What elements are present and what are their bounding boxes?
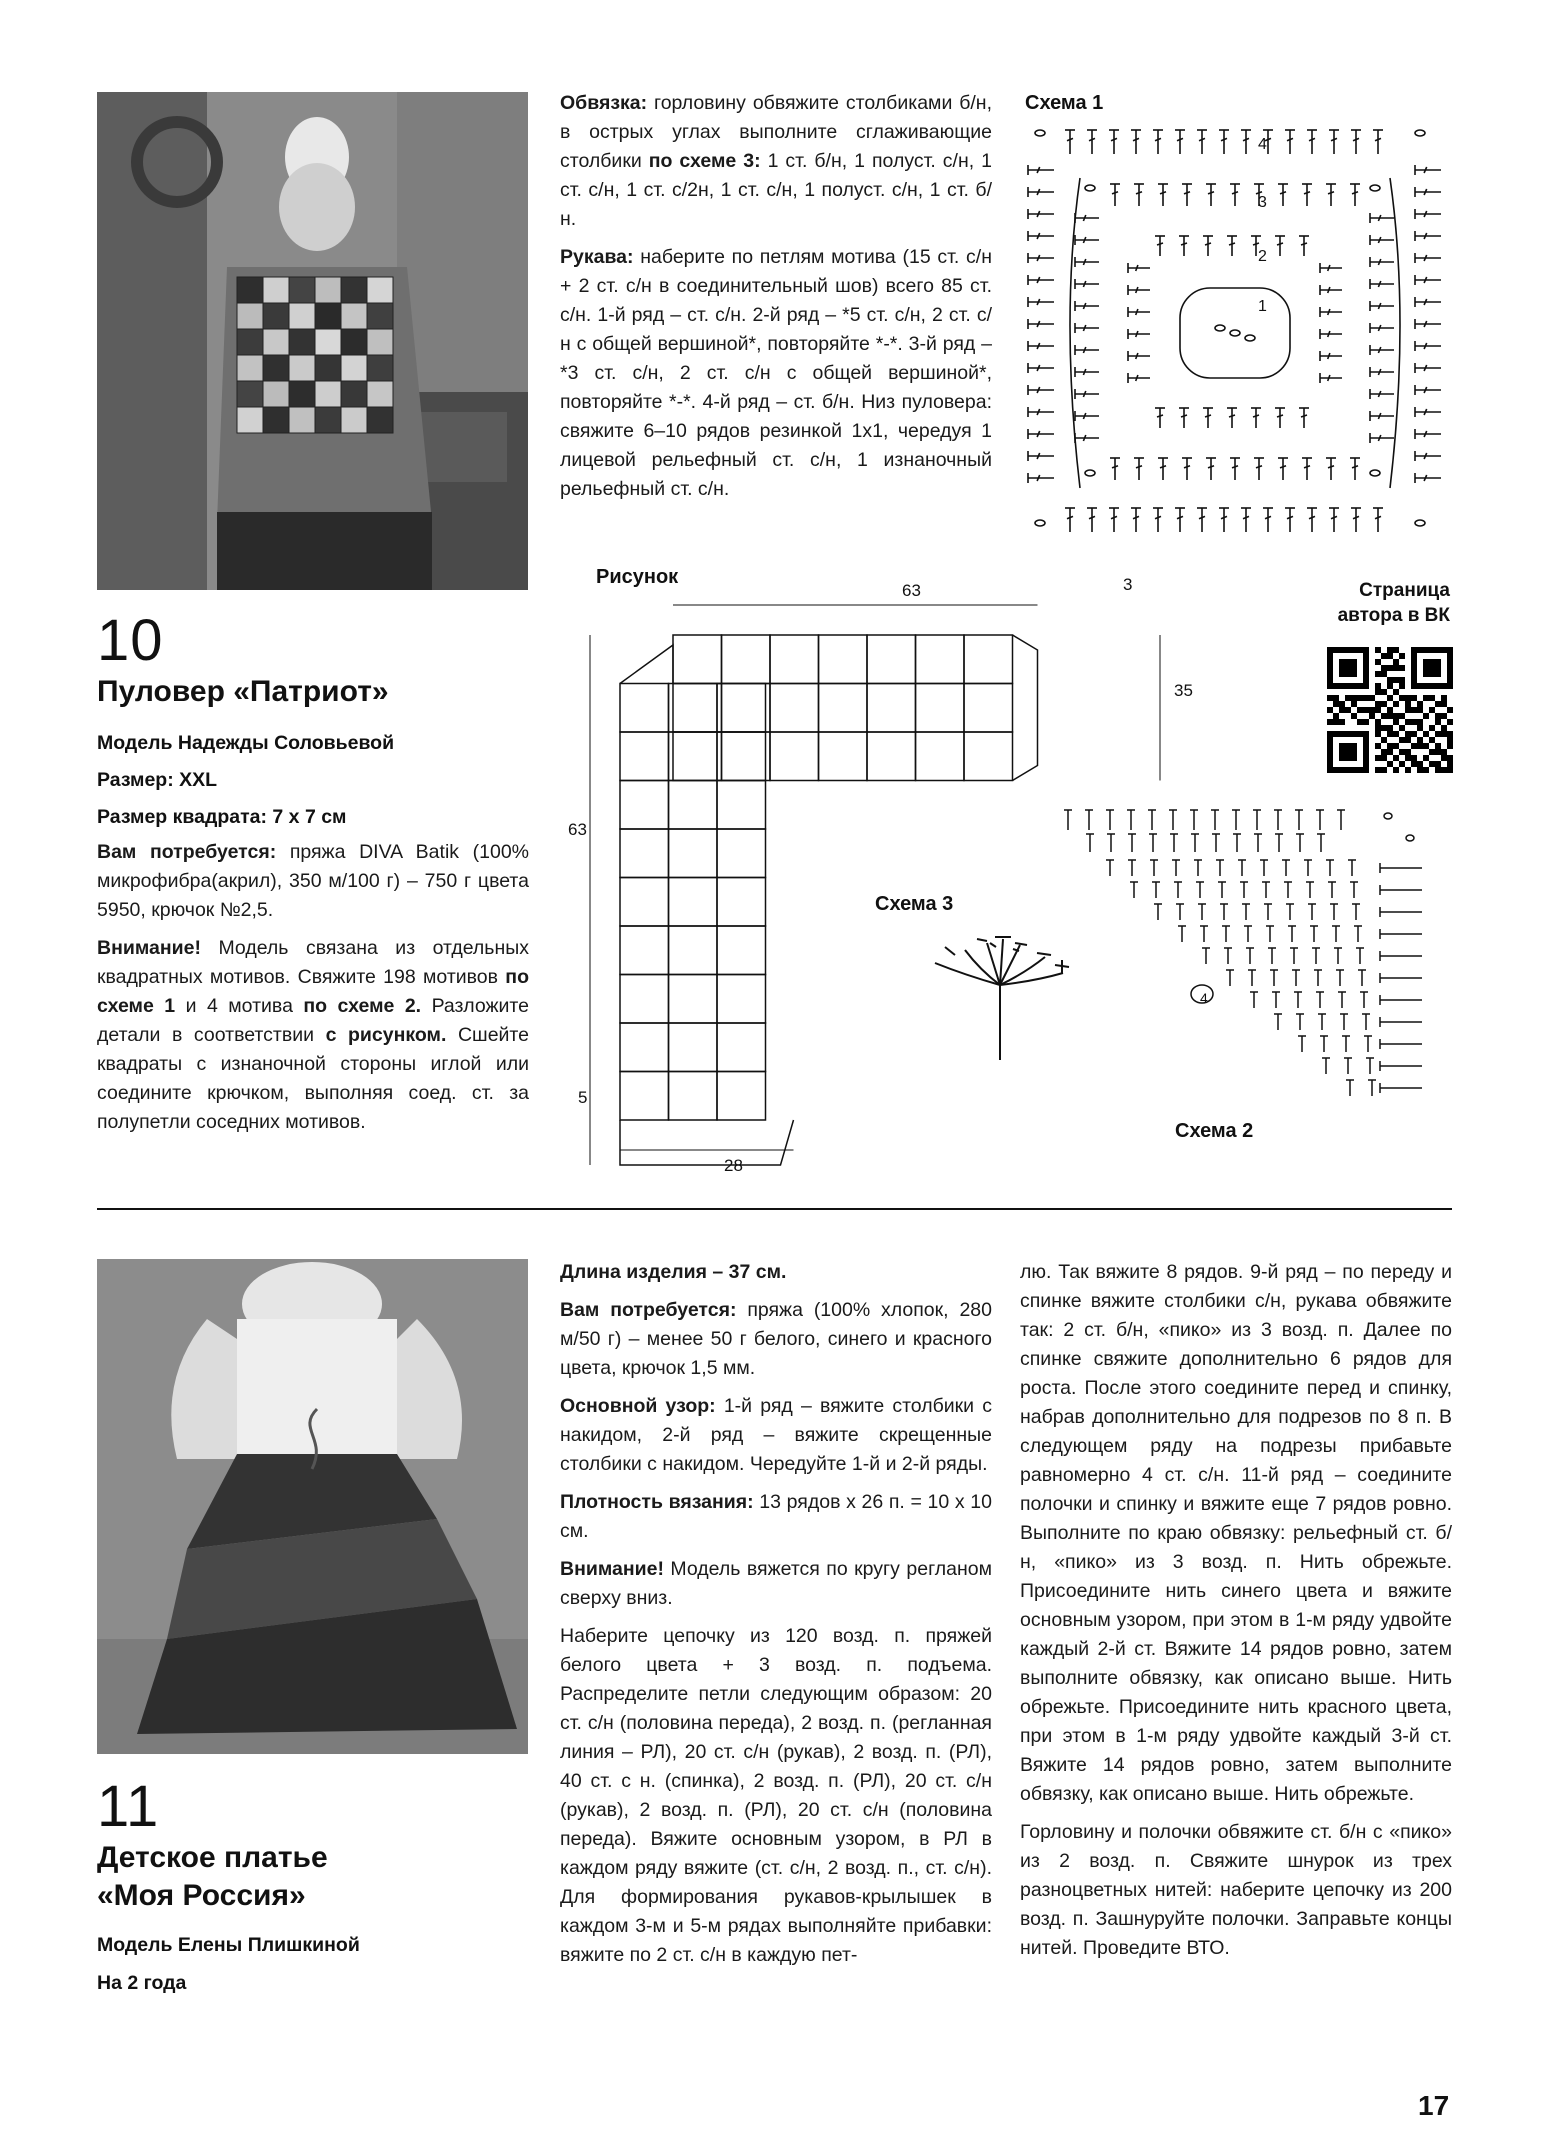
item-10-edging: Обвязка: горловину обвяжите столбиками б/н, в острых углах выполните сглаживающие столбики по схеме 3: 1 ст. б/н, 1 полуст. с/н, 1 ст. с/н, 1 ст. с/2н, 1 ст. с/н, 1 полуст. с/н, 1 ст. б/н. <box>560 92 992 230</box>
dress-photo <box>97 1259 528 1754</box>
dim-corner-3: 3 <box>1123 575 1133 594</box>
item-10-title: Пуловер «Патриот» <box>97 675 389 708</box>
item-10-right-text <box>560 89 992 513</box>
item-11-age: На 2 года <box>97 1972 187 1994</box>
page-number: 17 <box>1418 2090 1450 2121</box>
item-10-model: Модель Надежды Соловьевой <box>97 732 395 754</box>
vk-qr-code[interactable] <box>1327 647 1453 773</box>
scheme-1-diagram <box>1020 118 1450 548</box>
item-11-pattern: Основной узор: 1-й ряд – вяжите столбики с накидом, 2-й ряд – вяжите скрещенные столбики с накидом. Чередуйте 1-й и 2-й ряды. <box>560 1395 992 1475</box>
item-10-sleeves: Рукава: наберите по петлям мотива (15 ст. с/н + 2 ст. с/н в соединительный шов) всего 85 ст. с/н. 1-й ряд – ст. с/н. 2-й ряд – *5 ст. с/н, 2 ст. с/н с общей вершиной*, повторяйте *-*. 3-й ряд – *3 ст. с/н, 2 ст. с/н с общей вершиной*, повторяйте *-*. 4-й ряд – ст. б/н. Низ пуловера: свяжите 6–10 рядов резинкой 1х1, чередуя 1 лицевой рельефный ст. с/н, 1 изнаночный рельефный ст. с/н. <box>560 246 992 500</box>
dim-bottom-5: 5 <box>578 1088 588 1107</box>
item-11-column-1 <box>560 1258 992 1979</box>
item-11-body-3: Горловину и полочки обвяжите ст. б/н с «пико» из 2 возд. п. Свяжите шнурок из трех разноцветных нитей: наберите цепочку из 200 возд. п. Зашнуруйте полочки. Заправьте концы нитей. Проведите ВТО. <box>1020 1821 1452 1959</box>
dim-right-35: 35 <box>1174 681 1193 700</box>
dim-left-63: 63 <box>568 820 587 839</box>
item-10-square-size: Размер квадрата: 7 х 7 см <box>97 806 347 828</box>
item-11-number: 11 <box>97 1774 160 1839</box>
scheme-1-mark-4: 4 <box>1258 136 1267 153</box>
item-11-length: Длина изделия – 37 см. <box>560 1261 787 1283</box>
scheme-2-mark: 4 <box>1200 990 1208 1006</box>
dim-top-63: 63 <box>902 581 921 600</box>
scheme-1-mark-1: 1 <box>1258 298 1267 315</box>
item-11-materials: Вам потребуется: пряжа (100% хлопок, 280 м/50 г) – менее 50 г белого, синего и красного цвета, крючок 1,5 мм. <box>560 1299 992 1379</box>
item-11-title-line-1: Детское платье <box>97 1841 328 1874</box>
vk-label: Страница автора в ВК <box>1337 580 1450 626</box>
drawing-label: Рисунок <box>596 566 679 588</box>
section-divider <box>97 1208 1452 1210</box>
pullover-photo <box>97 92 528 590</box>
scheme-1-label: Схема 1 <box>1025 92 1104 114</box>
dim-bottom-28: 28 <box>724 1156 743 1175</box>
item-10-materials: Вам потребуется: пряжа DIVA Batik (100% микрофибра(акрил), 350 м/100 г) – 750 г цвета 5950, крючок №2,5. <box>97 841 530 921</box>
scheme-3-label: Схема 3 <box>875 893 954 915</box>
item-10-attention: Внимание! Модель связана из отдельных квадратных мотивов. Свяжите 198 мотивов по схеме 1 и 4 мотива по схеме 2. Разложите детали в соответствии с рисунком. Сшейте квадраты с изнаночной стороны иглой или соедините крючком, выполняя соед. ст. за полупетли соседних мотивов. <box>97 937 529 1133</box>
item-11-gauge: Плотность вязания: 13 рядов х 26 п. = 10 х 10 см. <box>560 1491 993 1542</box>
item-10-number: 10 <box>97 608 164 673</box>
item-11-body-2: лю. Так вяжите 8 рядов. 9-й ряд – по переду и спинке вяжите столбики с/н, рукава обвяжите так: 2 ст. б/н, «пико» из 3 возд. п. Далее по спинке свяжите дополнительно 6 рядов для роста. После этого соедините перед и спинку, набрав дополнительно для подрезов по 8 п. В следующем ряду на подрезы прибавьте равномерно 4 ст. с/н. 11-й ряд – соедините полочки и спинку и вяжите еще 7 рядов ровно. Выполните по краю обвязку: рельефный ст. б/н, «пико» из 3 возд. п. Нить обрежьте. Присоедините нить синего цвета и вяжите основным узором, при этом в 1-м ряду удвойте каждый 2-й ст. Вяжите 14 рядов ровно, затем выполните обвязку, как описано выше. Нить обрежьте. Присоедините нить красного цвета, при этом в 1-м ряду удвойте каждый 3-й ст. Вяжите 14 рядов ровно, затем выполните обвязку, как описано выше. Нить обрежьте. <box>1020 1261 1452 1805</box>
scheme-2-diagram <box>1050 808 1450 1148</box>
item-11-attention: Внимание! Модель вяжется по кругу регланом сверху вниз. <box>560 1558 992 1609</box>
item-10-size: Размер: XXL <box>97 769 218 791</box>
scheme-1-mark-3: 3 <box>1258 194 1267 211</box>
item-11-column-2 <box>1020 1258 1452 1972</box>
item-11-body-1: Наберите цепочку из 120 возд. п. пряжей белого цвета + 3 возд. п. подъема. Распределите петли следующим образом: 20 ст. с/н (половина переда), 2 возд. п. (регланная линия – РЛ), 20 ст. с/н (рукав), 2 возд. п. (РЛ), 40 ст. с н. (спинка), 2 возд. п. (РЛ), 20 ст. с/н (рукав), 2 возд. п. (РЛ), 20 ст. с/н (половина переда). Вяжите основным узором, в РЛ в каждом ряду вяжите (ст. с/н, 2 возд. п., ст. с/н). Для формирования рукавов-крылышек в каждом 3-м и 5-м рядах выполняйте прибавки: вяжите по 2 ст. с/н в каждую пет- <box>560 1625 992 1966</box>
scheme-2-label: Схема 2 <box>1175 1120 1254 1142</box>
item-11-title-line-2: «Моя Россия» <box>97 1879 306 1912</box>
item-10-left-text <box>97 838 529 1146</box>
item-11-model: Модель Елены Плишкиной <box>97 1934 360 1956</box>
scheme-1-mark-2: 2 <box>1258 248 1267 265</box>
